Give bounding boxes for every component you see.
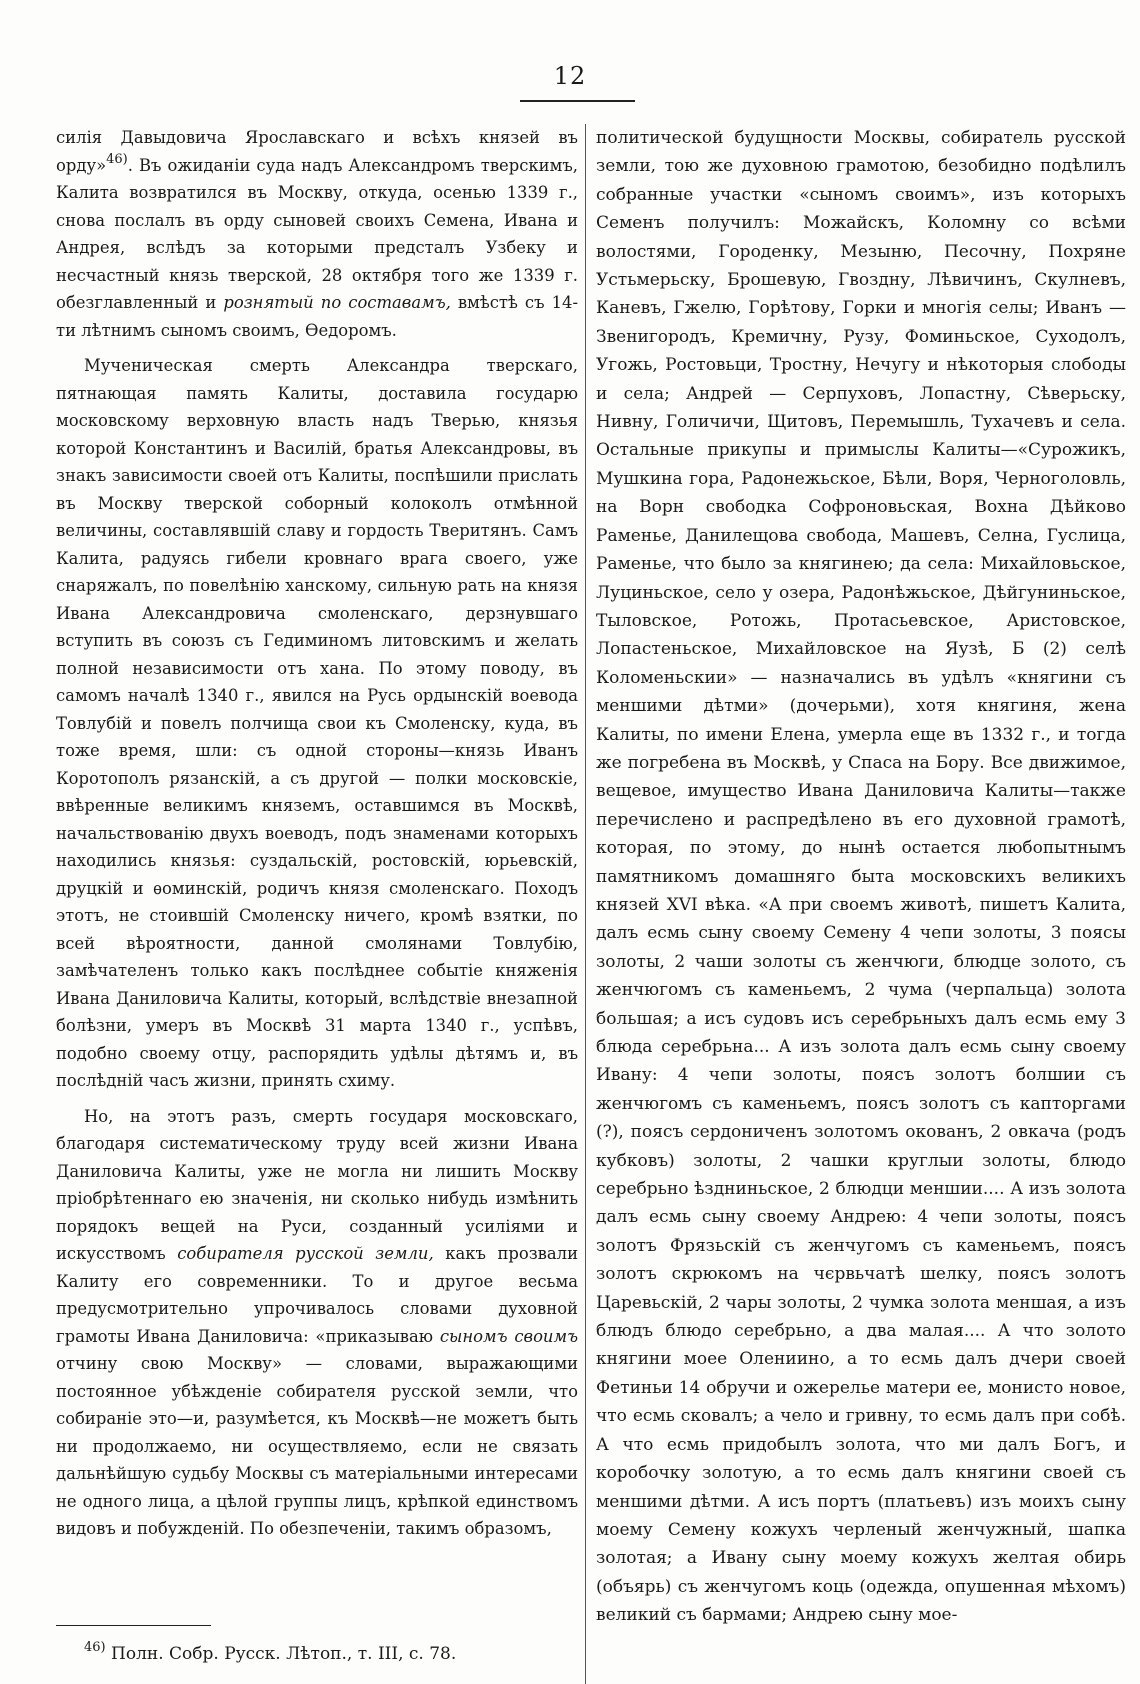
paragraph-3-text-c: отчину свою Москву» — словами, выражающими постоянное убѣжденіе собирателя русской земли, что собираніе это—и, разумѣется, къ Москвѣ—не можетъ быть ни продолжаемо, ни осуществляемо, если не связать дальнѣйшую судьбу Москвы съ матеріальными интересами не одного лица, а цѣлой группы лицъ, крѣпкой единствомъ видовъ и побужденій. По обезпеченіи, такимъ образомъ, (56, 1354, 578, 1538)
footnote-ref-46: 46) (106, 151, 128, 167)
page-number: 12 (553, 62, 587, 90)
header-rule (520, 100, 635, 102)
italic-phrase-synom: сыномъ своимъ (439, 1326, 579, 1346)
paragraph-3-text-a: Но, на этотъ разъ, смерть государя московскаго, благодаря систематическому труду всей жизни Ивана Даниловича Калиты, уже не могла ни лишить Москву пріобрѣтеннаго ею значенія, ни сколько нибудь измѣнить порядокъ вещей на Руси, созданный усиліями и искусствомъ (56, 1106, 578, 1263)
footnote-number: 46) (84, 1640, 106, 1655)
paragraph-1-text-b: . Въ ожиданіи суда надъ Александромъ тверскимъ, Калита возвратился въ Москву, откуда, осенью 1339 г., снова послалъ въ орду сыновей своихъ Семена, Ивана и Андрея, вслѣдъ за которыми предсталъ Узбеку и несчастный князь тверской, 28 октября того же 1339 г. обезглавленный и (56, 155, 578, 312)
right-paragraph-1: политической будущности Москвы, собиратель русской земли, тою же духовною грамотою, безобидно подѣлилъ собранные участки «сыномъ своимъ», изъ которыхъ Семенъ получилъ: Можайскъ, Коломну со всѣми волостями, Городенку, Мезыню, Песочну, Похряне Устьмерьску, Брошевую, Гвоздну, Лѣвичинъ, Скулневъ, Каневъ, Гжелю, Горѣтову, Горки и многія селы; Иванъ — Звенигородъ, Кремичну, Рузу, Фоминьское, Суходолъ, Угожь, Ростовьци, Тростну, Нечугу и нѣкоторыя слободы и села; Андрей — Серпуховъ, Лопастну, Сѣверьску, Нивну, Голичичи, Щитовъ, Перемышль, Тухачевъ и села. Остальные прикупы и примыслы Калиты—«Сурожикъ, Мушкина гора, Радонежьское, Бѣли, Воря, Черноголовль, на Ворн свободка Софроновьская, Вохна Дѣйково Раменье, Данилещова свобода, Машевъ, Селна, Гуслица, Раменье, что было за княгинею; да села: Михайловьское, Луциньское, село у озера, Радонѣжьское, Дѣйгуниньское, Тыловское, Ротожь, Протасьевское, Аристовское, Лопастеньское, Михайловское на Яузѣ, Б (2) селѣ Коломеньскии» — назначались въ удѣлъ «княгини съ меншими дѣтми» (дочерьми), хотя княгиня, жена Калиты, по имени Елена, умерла еще въ 1332 г., и тогда же погребена въ Москвѣ, у Спаса на Бору. Все движимое, вещевое, имущество Ивана Даниловича Калиты—также перечислено и распредѣлено въ его духовной грамотѣ, которая, по этому, до нынѣ остается любопытнымъ памятникомъ домашняго быта московскихъ великихъ князей XVI вѣка. «А при своемъ животѣ, пишетъ Калита, далъ есмь сыну своему Семену 4 чепи золоты, 3 поясы золоты, 2 чаши золоты съ женчюги, блюдце золото, съ женчюгомъ съ каменьемъ, 2 чума (черпальца) золота большая; а исъ судовъ исъ серебрьныхъ далъ есмь ему 3 блюда серебрьна... А изъ золота далъ есмь сыну своему Ивану: 4 чепи золоты, поясъ золотъ болшии съ женчюгомъ съ каменьемъ, поясъ золотъ съ капторгами (?), поясъ сердониченъ золотомъ окованъ, 2 овкача (родъ кубковъ) золоты, 2 чашки круглыи золоты, блюдо серебрьно ѣздниньское, 2 блюдци меншии.... А изъ золота далъ есмь сыну своему Андрею: 4 чепи золоты, поясъ золотъ Фрязьскій съ женчугомъ съ каменьемъ, поясъ золотъ скрюкомъ на чєрвьчатѣ шелку, поясъ золотъ Царевьскій, 2 чары золоты, 2 чумка золота меншая, а изъ блюдъ блюдо серебрьно, а два малая.... А что золото княгини моее Олениино, а то есмь далъ дчери своей Фетиньи 14 обручи и ожерелье матери ее, монисто новое, что есмь сковалъ; а чело и гривну, то есмь далъ при собѣ. А что есмь придобылъ золота, что ми далъ Богъ, и коробочку золотую, а то есмь далъ княгини своей съ меншими дѣтми. А исъ портъ (платьевъ) изъ моихъ сыну моему Семену кожухъ черленый женчужный, шапка золотая; а Ивану сыну моему кожухъ желтая обирь (объярь) съ женчугомъ коць (одежда, опушенная мѣхомъ) великий съ бармами; Андрею сыну мое- (596, 128, 1126, 1626)
paragraph-2: Мученическая смерть Александра тверскаго, пятнающая память Калиты, доставила государю московскому верховную власть надъ Тверью, князья которой Константинъ и Василій, братья Александровы, въ знакъ зависимости своей отъ Калиты, поспѣшили прислать въ Москву тверской соборный колоколъ отмѣнной величины, составлявшій славу и гордость Тверитянъ. Самъ Калита, радуясь гибели кровнаго врага своего, уже снаряжалъ, по повелѣнію ханскому, сильную рать на князя Ивана Александровича смоленскаго, дерзнувшаго вступить въ союзъ съ Гедиминомъ литовскимъ и желать полной независимости отъ хана. По этому поводу, въ самомъ началѣ 1340 г., явился на Русь ордынскій воевода Товлубій и повелъ полчища свои къ Смоленску, куда, въ тоже время, шли: съ одной стороны—князь Иванъ Коротополъ рязанскій, а съ другой — полки московскіе, ввѣренные великимъ княземъ, оставшимся въ Москвѣ, начальствованію двухъ воеводъ, подъ знаменами которыхъ находились князья: суздальскій, ростовскій, юрьевскій, друцкій и ѳоминскій, родичъ князя смоленскаго. Походъ этотъ, не стоившій Смоленску ничего, кромѣ взятки, по всей вѣроятности, данной смолянами Товлубію, замѣчателенъ только какъ послѣднее событіе княженія Ивана Даниловича Калиты, который, вслѣдствіе внезапной болѣзни, умеръ въ Москвѣ 31 марта 1340 г., успѣвъ, подобно своему отцу, распорядить удѣлы дѣтямъ и, въ послѣдній часъ жизни, принять схиму. (56, 356, 578, 1090)
footnote-rule (56, 1625, 211, 1626)
paragraph-3-text-b: какъ прозвали Калиту его современники. То и другое весьма предусмотрительно упрочивалось словами духовной грамоты Ивана Даниловича: «приказываю (56, 1244, 579, 1346)
right-column (596, 124, 1126, 1630)
paragraph-3 (56, 1103, 578, 1543)
paragraph-1-text-c: вмѣстѣ съ 14-ти лѣтнимъ сыномъ своимъ, Ѳедоромъ. (56, 293, 578, 340)
footnote-text: Полн. Собр. Русск. Лѣтоп., т. III, с. 78. (105, 1644, 457, 1664)
column-divider (585, 124, 586, 1684)
paragraph-1 (56, 124, 578, 344)
footnote (56, 1640, 578, 1665)
italic-phrase-sobiratel: собирателя русской земли, (177, 1244, 434, 1263)
paragraph-1-text-a: силія Давыдовича Ярославскаго и всѣхъ князей въ орду» (56, 128, 578, 175)
italic-phrase-roznyatyi: рознятый по составамъ, (223, 293, 451, 312)
left-column (56, 124, 578, 1543)
